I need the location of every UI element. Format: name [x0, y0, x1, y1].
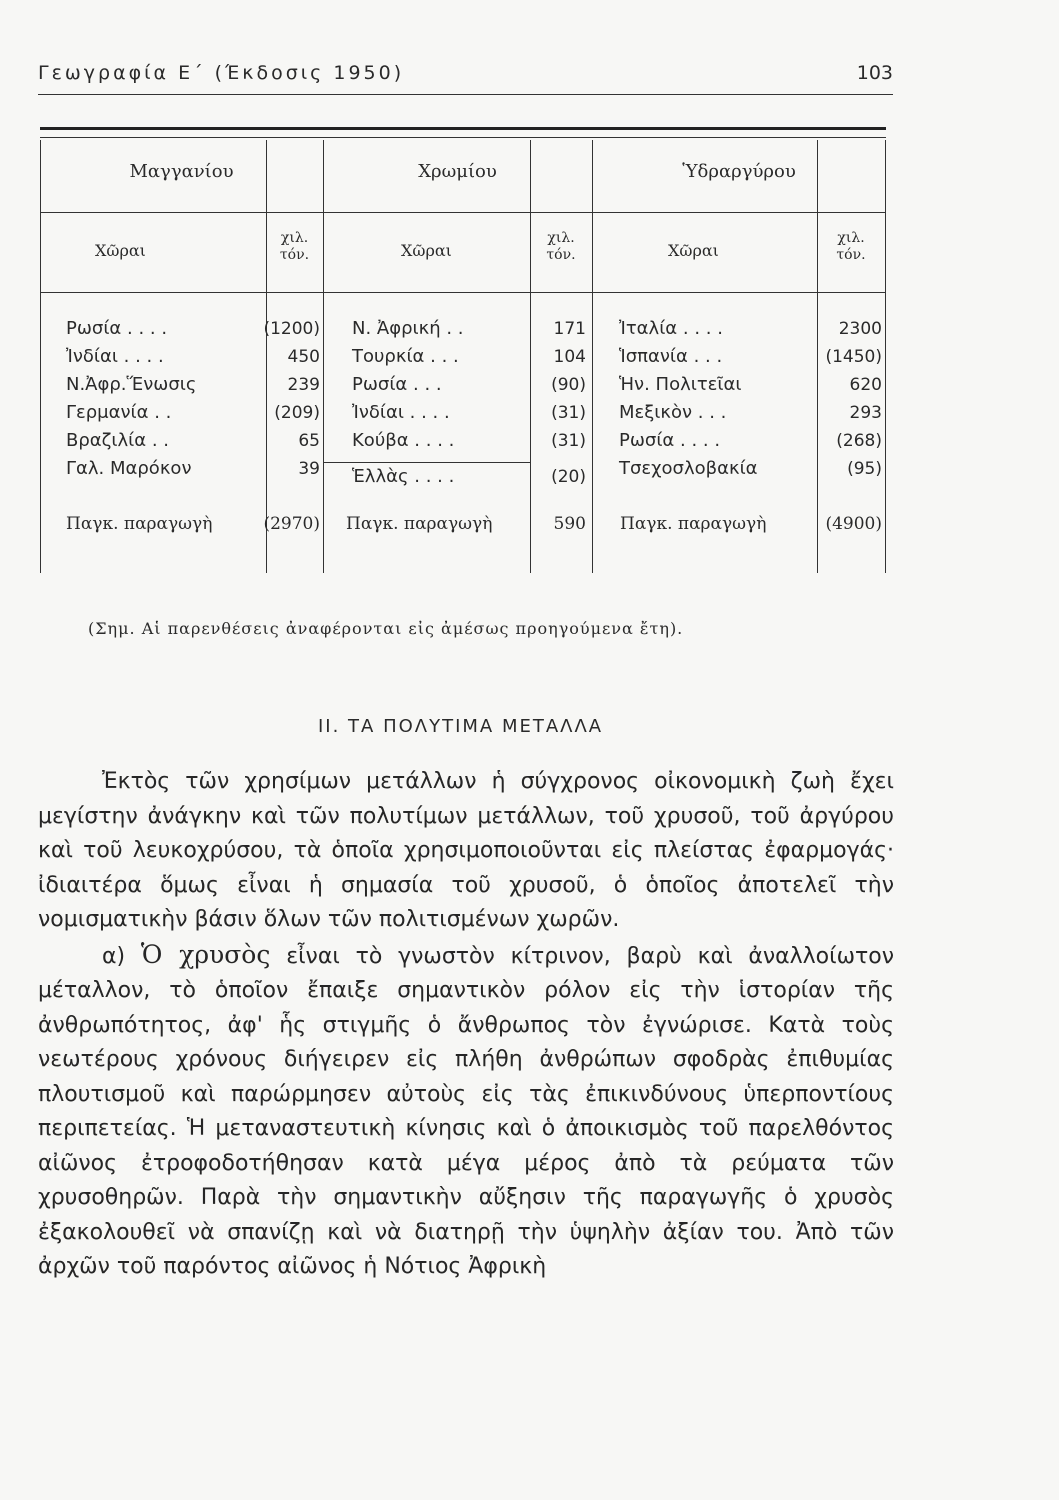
table-rule — [40, 212, 886, 213]
table-note: (Σημ. Αἱ παρενθέσεις ἀναφέρονται εἰς ἀμέσως προηγούμενα ἔτη). — [88, 619, 684, 638]
column-header-countries: Χῶραι — [401, 241, 452, 260]
table-row-country: Ἰταλία . . . . — [619, 318, 723, 339]
item-label: α) — [102, 943, 126, 969]
table-row-country: Τουρκία . . . — [352, 346, 459, 367]
table-row-country: Γερμανία . . — [66, 402, 172, 423]
table-rule — [323, 140, 324, 573]
group-header-mercury: Ὑδραργύρου — [682, 161, 796, 182]
table-row-country: Ρωσία . . . . — [66, 318, 168, 339]
total-label: Παγκ. παραγωγὴ — [66, 514, 213, 534]
table-row-country: Ρωσία . . . . — [619, 430, 721, 451]
table-rule — [592, 140, 593, 573]
group-header-chromium: Χρωμίου — [418, 161, 497, 182]
header-title: Γεωγραφία Ε΄ (Έκδοσις 1950) — [38, 62, 405, 84]
table-row-value: (268) — [836, 431, 882, 451]
total-label: Παγκ. παραγωγὴ — [346, 514, 493, 534]
table-row-value: (90) — [551, 375, 586, 395]
table-rule — [323, 462, 530, 463]
production-table — [40, 127, 886, 573]
table-row-value: (209) — [274, 403, 320, 423]
table-row-country: Ν. Ἀφρική . . — [352, 318, 464, 339]
column-header-countries: Χῶραι — [95, 241, 146, 260]
table-row-country: Ἑλλὰς . . . . — [352, 466, 455, 487]
table-row-country: Ἡν. Πολιτεῖαι — [619, 374, 742, 395]
column-header-unit: χιλ. τόν. — [836, 230, 866, 263]
table-row-value: 620 — [849, 375, 882, 395]
table-row-value: 2300 — [838, 319, 882, 339]
page-number: 103 — [856, 62, 893, 84]
table-row-value: (1450) — [825, 347, 882, 367]
total-label: Παγκ. παραγωγὴ — [620, 514, 767, 534]
table-row-country: Ἰνδίαι . . . . — [352, 402, 450, 423]
table-row-country: Τσεχοσλοβακία — [619, 458, 758, 479]
total-value: (2970) — [263, 514, 320, 534]
column-header-unit: χιλ. τόν. — [546, 230, 576, 263]
table-row-value: 65 — [298, 431, 320, 451]
table-row-value: (95) — [847, 459, 882, 479]
table-row-country: Ἱσπανία . . . — [619, 346, 723, 367]
table-row-value: (1200) — [263, 319, 320, 339]
table-rule — [885, 140, 886, 573]
paragraph-text: εἶναι τὸ γνωστὸν κίτρινον, βαρὺ καὶ ἀναλλοίωτον μέταλλον, τὸ ὁποῖον ἔπαιξε σημαντικὸν ρόλον εἰς τὴν ἱστορίαν τῆς ἀνθρωπότητος, ἀφ' ἧς στιγμῆς ὁ ἄνθρωπος τὸν ἐγνώρισε. Κατὰ τοὺς νεωτέρους χρόνους διήγειρεν εἰς πλήθη ἀνθρώπων σφοδρὰς ἐπιθυμίας πλουτισμοῦ καὶ παρώρμησεν αὐτοὺς εἰς τὰς ἐπικινδύνους ὑπερποντίους περιπετείας. Ἡ μεταναστευτικὴ κίνησις καὶ ὁ ἀποικισμὸς τοῦ παρελθόντος αἰῶνος ἐτροφοδοτήθησαν κατὰ μέγα μέρος ἀπὸ τὰ ρεύματα τῶν χρυσοθηρῶν. Παρὰ τὴν σημαντικὴν αὔξησιν τῆς παραγωγῆς ὁ χρυσὸς ἐξακολουθεῖ νὰ σπανίζῃ καὶ νὰ διατηρῇ τὴν ὑψηλὴν ἀξίαν του. Ἀπὸ τῶν ἀρχῶν τοῦ παρόντος αἰῶνος ἡ Νότιος Ἀφρικὴ — [38, 943, 894, 1279]
total-value: (4900) — [825, 514, 882, 534]
table-row-country: Ρωσία . . . — [352, 374, 442, 395]
group-header-manganese: Μαγγανίου — [129, 161, 234, 182]
table-rule — [40, 292, 886, 293]
table-top-rule — [40, 137, 886, 138]
table-row-value: 39 — [298, 459, 320, 479]
table-row-country: Κούβα . . . . — [352, 430, 455, 451]
body-text — [38, 765, 894, 1285]
column-header-countries: Χῶραι — [668, 241, 719, 260]
paragraph — [38, 938, 894, 1285]
table-row-value: (31) — [551, 403, 586, 423]
table-row-value: 104 — [553, 347, 586, 367]
table-row-country: Ν.Ἀφρ.Ἕνωσις — [66, 374, 197, 395]
section-title: ΙΙ. ΤΑ ΠΟΛΥΤΙΜΑ ΜΕΤΑΛΛΑ — [318, 716, 604, 737]
running-header — [38, 60, 893, 95]
table-rule — [40, 140, 41, 573]
table-row-country: Βραζιλία . . — [66, 430, 170, 451]
total-value: 590 — [553, 514, 586, 534]
table-row-country: Γαλ. Μαρόκον — [66, 458, 192, 479]
table-row-value: 171 — [553, 319, 586, 339]
table-row-value: 293 — [849, 403, 882, 423]
paragraph: Ἐκτὸς τῶν χρησίμων μετάλλων ἡ σύγχρονος οἰκονομικὴ ζωὴ ἔχει μεγίστην ἀνάγκην καὶ τῶν πολυτίμων μετάλλων, τοῦ χρυσοῦ, τοῦ ἀργύρου καὶ τοῦ λευκοχρύσου, τὰ ὁποῖα χρησιμοποιοῦνται εἰς πλείστας ἐφαρμογάς· ἰδιαιτέρα ὅμως εἶναι ἡ σημασία τοῦ χρυσοῦ, ὁ ὁποῖος ἀποτελεῖ τὴν νομισματικὴν βάσιν ὅλων τῶν πολιτισμένων χωρῶν. — [38, 769, 894, 932]
table-row-country: Μεξικὸν . . . — [619, 402, 727, 423]
table-row-value: 239 — [287, 375, 320, 395]
table-row-value: (20) — [551, 467, 586, 487]
keyword-gold: Ὁ χρυσὸς — [140, 939, 271, 969]
table-row-value: (31) — [551, 431, 586, 451]
table-row-country: Ἰνδίαι . . . . — [66, 346, 164, 367]
table-row-value: 450 — [287, 347, 320, 367]
column-header-unit: χιλ. τόν. — [279, 230, 310, 263]
